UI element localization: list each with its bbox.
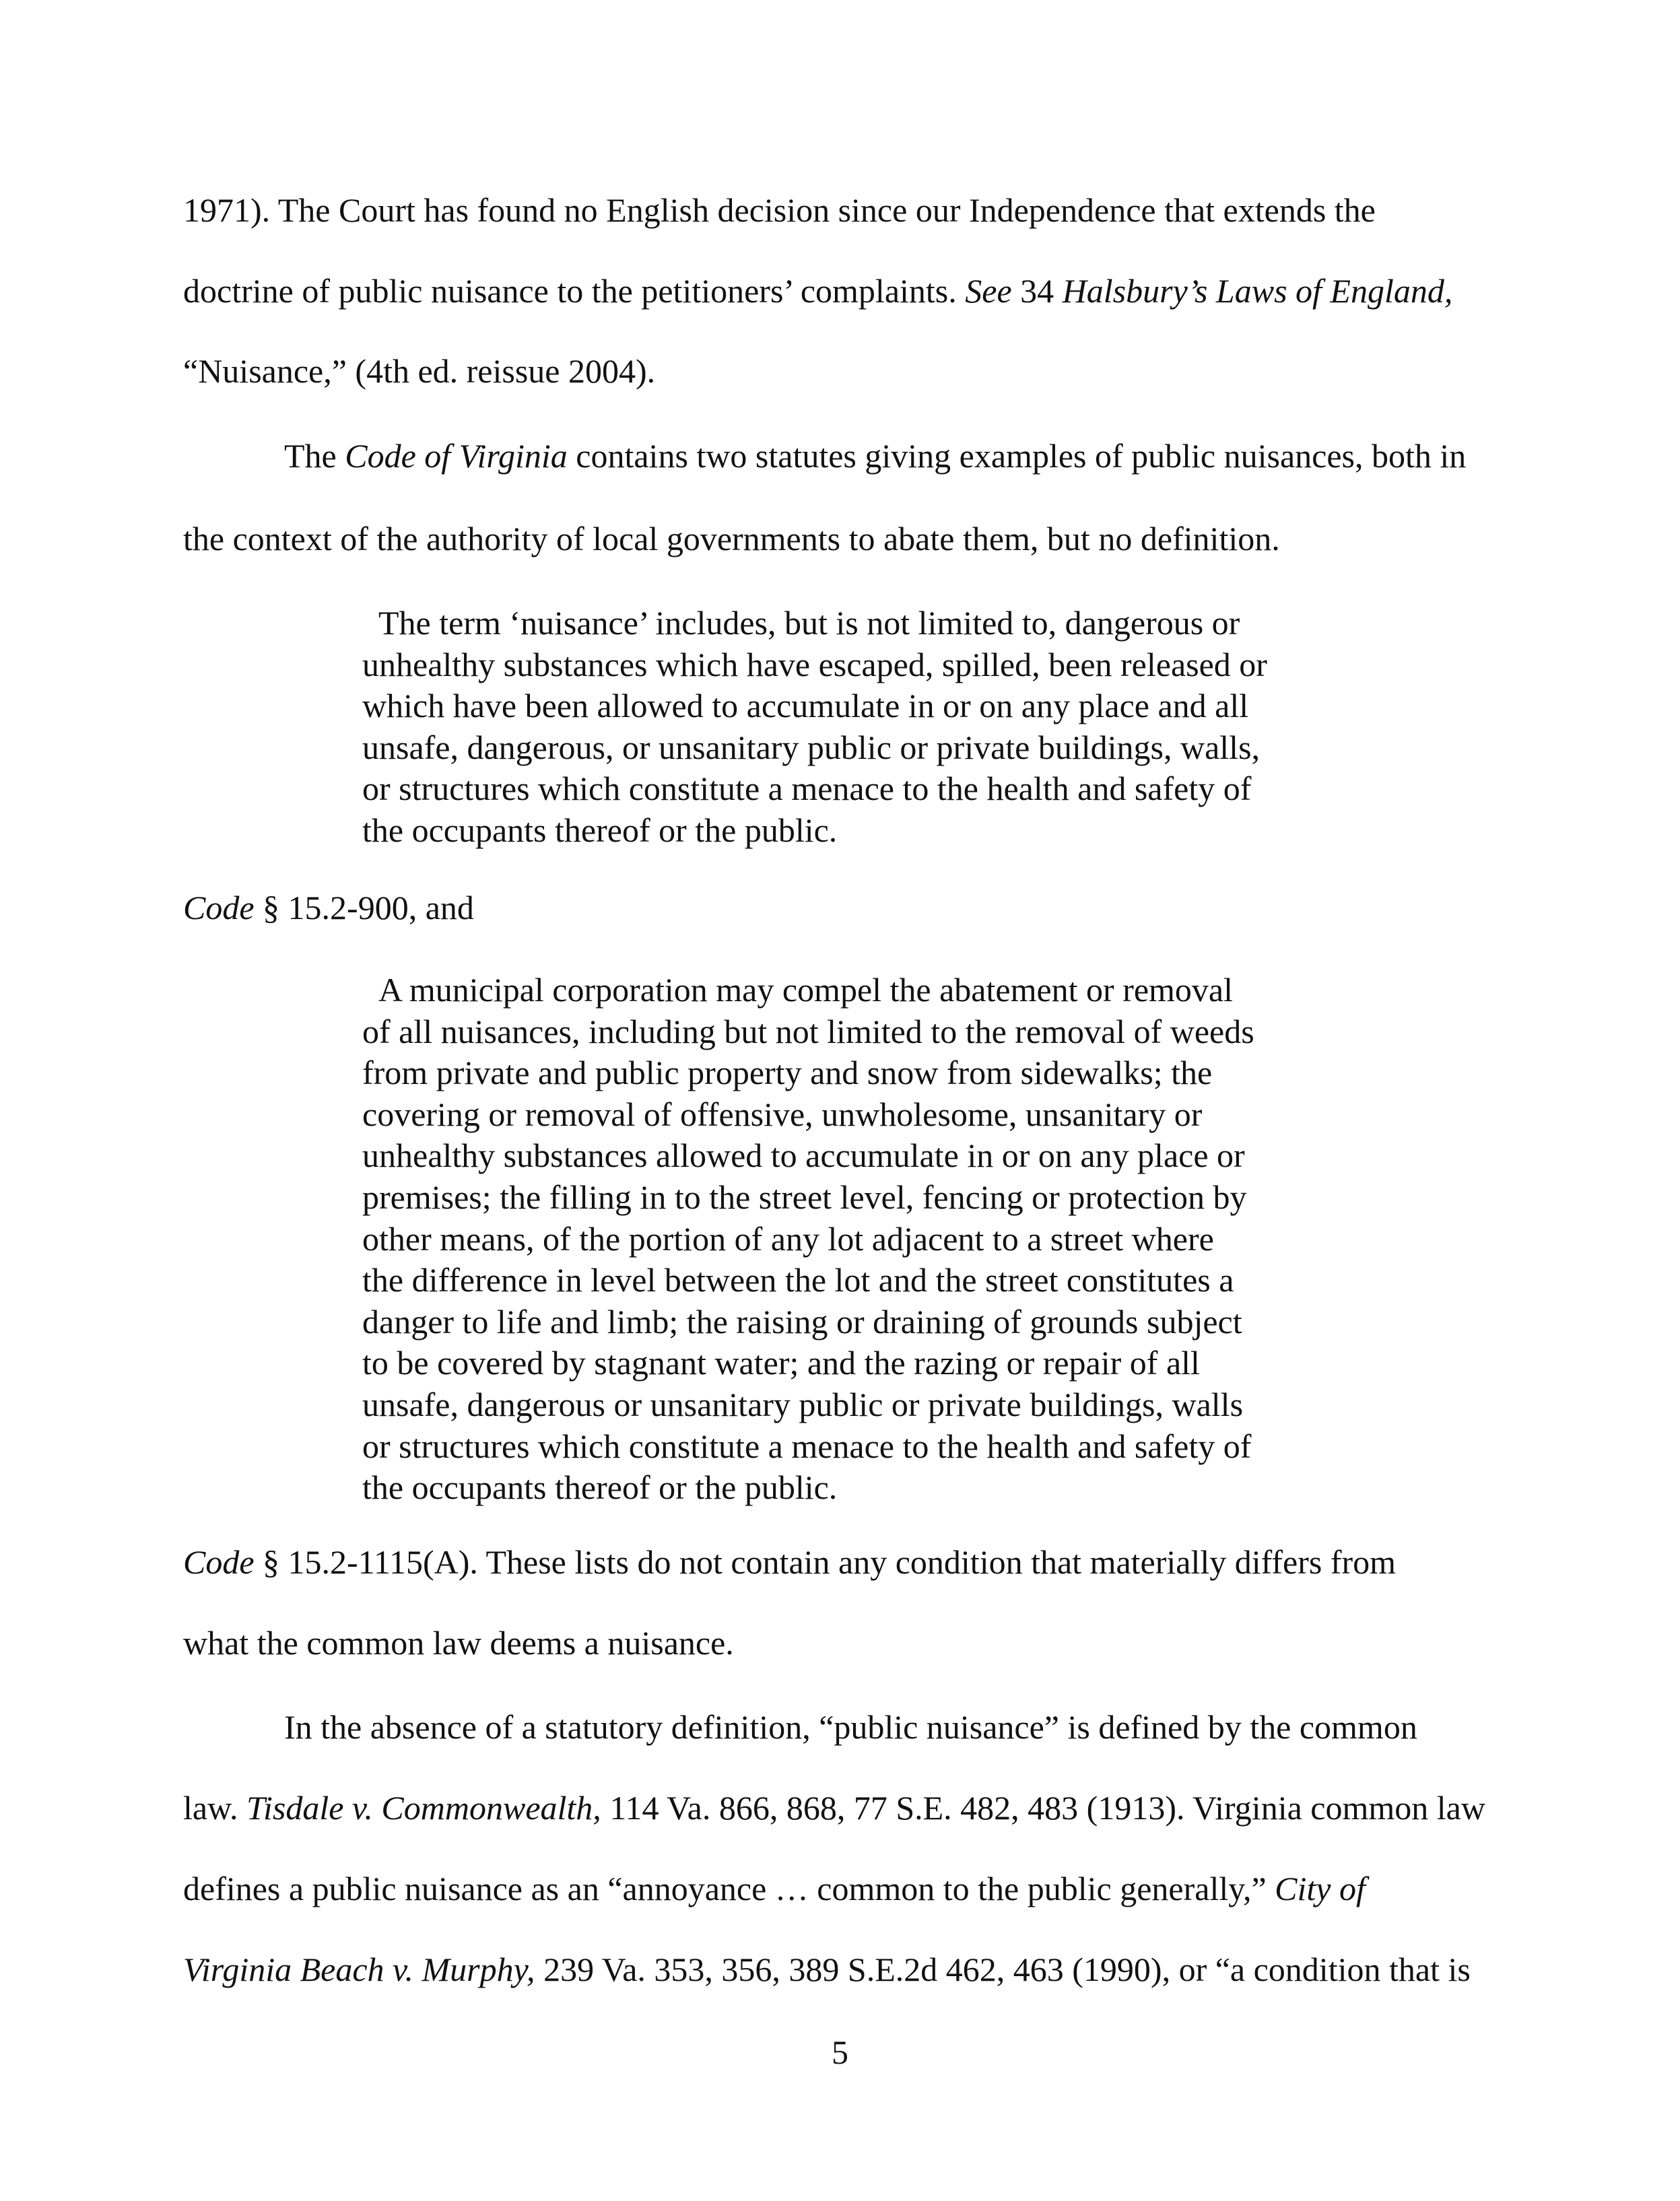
quote-line: or structures which constitute a menace to the health and safety of: [362, 1427, 1252, 1465]
paragraph-1-line-1: 1971). The Court has found no English decision since our Independence that extends the: [183, 191, 1376, 229]
code-label: Code: [183, 1543, 255, 1581]
text-run: defines a public nuisance as an “annoyance … common to the public generally,”: [183, 1870, 1275, 1907]
quote-line: or structures which constitute a menace to the health and safety of: [362, 770, 1252, 808]
quote-line: The term ‘nuisance’ includes, but is not limited to, dangerous or: [378, 604, 1240, 642]
page-number: 5: [832, 2033, 848, 2071]
quote-line: to be covered by stagnant water; and the razing or repair of all: [362, 1344, 1200, 1382]
text-run: The: [284, 437, 345, 475]
paragraph-1-line-3: “Nuisance,” (4th ed. reissue 2004).: [183, 352, 656, 390]
quote-line: premises; the filling in to the street level, fencing or protection by: [362, 1178, 1247, 1216]
quote-line: unsafe, dangerous or unsanitary public or private buildings, walls: [362, 1385, 1244, 1423]
quote-line: unhealthy substances which have escaped, spilled, been released or: [362, 645, 1267, 683]
book-title: Halsbury’s Laws of England,: [1062, 272, 1453, 310]
block-quote-2: [362, 970, 1386, 1509]
quote-line: which have been allowed to accumulate in or on any place and all: [362, 687, 1249, 725]
quote-line: unsafe, dangerous, or unsanitary public or private buildings, walls,: [362, 728, 1261, 766]
paragraph-2-line-2: the context of the authority of local governments to abate them, but no definition.: [183, 520, 1280, 557]
quote-line: from private and public property and snow from sidewalks; the: [362, 1054, 1213, 1092]
block-quote-1: [362, 603, 1386, 852]
quote-line: A municipal corporation may compel the abatement or removal: [378, 971, 1234, 1009]
text-run: doctrine of public nuisance to the petitioners’ complaints.: [183, 272, 966, 310]
quote-line: danger to life and limb; the raising or draining of grounds subject: [362, 1302, 1242, 1341]
code-title: Code of Virginia: [345, 437, 568, 475]
paragraph-2-line-1: [284, 436, 1466, 476]
paragraph-1-line-2: [183, 271, 1452, 311]
quote-line: the occupants thereof or the public.: [362, 811, 838, 849]
citation-1: [183, 887, 474, 928]
quote-line: covering or removal of offensive, unwholesome, unsanitary or: [362, 1095, 1203, 1133]
text-run: law.: [183, 1789, 246, 1827]
text-run: 34: [1011, 272, 1063, 310]
code-label: Code: [183, 889, 255, 926]
paragraph-3-line-2: [183, 1788, 1485, 1828]
signal-see: See: [965, 272, 1012, 310]
case-name: City of: [1275, 1870, 1366, 1907]
citation-2-line-1: [183, 1542, 1396, 1582]
paragraph-3-line-3: [183, 1868, 1366, 1909]
quote-line: other means, of the portion of any lot adjacent to a street where: [362, 1219, 1214, 1258]
quote-line: unhealthy substances allowed to accumulate in or on any place or: [362, 1137, 1245, 1175]
text-run: 114 Va. 866, 868, 77 S.E. 482, 483 (1913). Virginia common law: [601, 1789, 1485, 1827]
case-name: Virginia Beach v. Murphy,: [183, 1951, 535, 1988]
text-run: 239 Va. 353, 356, 389 S.E.2d 462, 463 (1990), or “a condition that is: [535, 1951, 1471, 1988]
citation-2-line-2: what the common law deems a nuisance.: [183, 1624, 734, 1662]
quote-line: of all nuisances, including but not limited to the removal of weeds: [362, 1012, 1254, 1050]
text-run: § 15.2-1115(A). These lists do not contain any condition that materially differs from: [254, 1543, 1397, 1581]
text-run: contains two statutes giving examples of public nuisances, both in: [567, 437, 1467, 475]
quote-line: the difference in level between the lot and the street constitutes a: [362, 1261, 1234, 1299]
quote-line: the occupants thereof or the public.: [362, 1468, 838, 1507]
case-name: Tisdale v. Commonwealth,: [246, 1789, 601, 1827]
paragraph-3-line-1: In the absence of a statutory definition, “public nuisance” is defined by the common: [284, 1708, 1417, 1746]
text-run: § 15.2-900, and: [254, 889, 474, 926]
paragraph-3-line-4: [183, 1949, 1471, 1990]
